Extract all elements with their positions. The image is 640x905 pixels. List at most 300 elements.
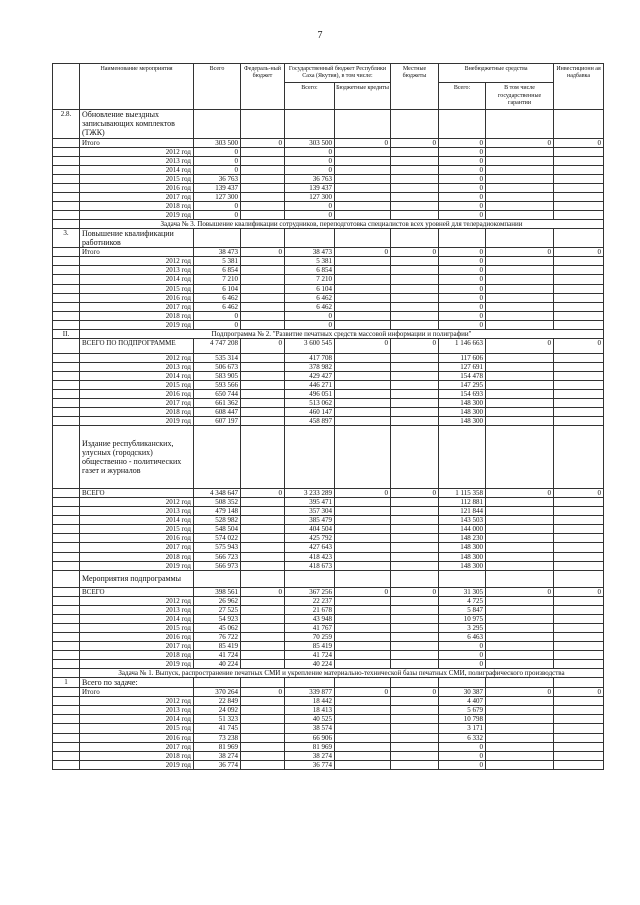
- year-label: 2015 год: [80, 525, 194, 534]
- value-cell: [241, 147, 285, 156]
- value-cell: [486, 715, 554, 724]
- value-cell: [241, 561, 285, 570]
- value-cell: [554, 257, 604, 266]
- value-cell: [486, 210, 554, 219]
- table-row: [53, 248, 604, 257]
- value-cell: 3 295: [439, 623, 486, 632]
- value-cell: 661 362: [194, 399, 241, 408]
- value-cell: [335, 174, 391, 183]
- value-cell: 506 673: [194, 362, 241, 371]
- table-row: [53, 623, 604, 632]
- value-cell: 398 561: [194, 587, 241, 596]
- empty-cell: [486, 570, 554, 587]
- value-cell: 0: [194, 311, 241, 320]
- value-cell: [335, 257, 391, 266]
- value-cell: 5 847: [439, 605, 486, 614]
- value-cell: 40 224: [285, 659, 335, 668]
- table-row: [53, 724, 604, 733]
- value-cell: [554, 192, 604, 201]
- row-number: [53, 320, 80, 329]
- value-cell: 121 844: [439, 507, 486, 516]
- value-cell: [241, 543, 285, 552]
- value-cell: [554, 201, 604, 210]
- value-cell: [554, 659, 604, 668]
- table-row: [53, 417, 604, 426]
- year-label: 2019 год: [80, 659, 194, 668]
- value-cell: 0: [391, 338, 439, 353]
- value-cell: [335, 650, 391, 659]
- value-cell: [486, 257, 554, 266]
- empty-cell: [486, 426, 554, 489]
- row-number: [53, 219, 80, 228]
- value-cell: [554, 516, 604, 525]
- value-cell: [241, 284, 285, 293]
- table-row: [53, 362, 604, 371]
- value-cell: [391, 417, 439, 426]
- value-cell: 4 348 647: [194, 489, 241, 498]
- empty-cell: [439, 570, 486, 587]
- value-cell: 0: [439, 165, 486, 174]
- value-cell: 0: [439, 156, 486, 165]
- value-cell: 0: [285, 320, 335, 329]
- value-cell: 0: [194, 147, 241, 156]
- value-cell: [391, 284, 439, 293]
- value-cell: 417 708: [285, 353, 335, 362]
- row-number: [53, 724, 80, 733]
- value-cell: [241, 210, 285, 219]
- empty-cell: [241, 426, 285, 489]
- table-row: [53, 266, 604, 275]
- value-cell: 38 574: [285, 724, 335, 733]
- value-cell: [486, 371, 554, 380]
- year-label: 2018 год: [80, 311, 194, 320]
- value-cell: 1 146 663: [439, 338, 486, 353]
- row-number: [53, 165, 80, 174]
- empty-cell: [554, 228, 604, 247]
- value-cell: [241, 641, 285, 650]
- value-cell: 0: [554, 248, 604, 257]
- total-label: ВСЕГО: [80, 489, 194, 498]
- value-cell: [554, 525, 604, 534]
- table-row: [53, 688, 604, 697]
- value-cell: [335, 293, 391, 302]
- row-number: [53, 659, 80, 668]
- value-cell: 66 906: [285, 733, 335, 742]
- value-cell: [335, 417, 391, 426]
- year-label: 2019 год: [80, 210, 194, 219]
- value-cell: 144 000: [439, 525, 486, 534]
- value-cell: [335, 552, 391, 561]
- row-number: [53, 623, 80, 632]
- value-cell: 6 463: [439, 632, 486, 641]
- empty-cell: [194, 228, 241, 247]
- value-cell: 583 905: [194, 371, 241, 380]
- value-cell: 147 295: [439, 380, 486, 389]
- value-cell: [554, 174, 604, 183]
- empty-cell: [439, 426, 486, 489]
- row-number: [53, 669, 80, 678]
- year-label: 2013 год: [80, 156, 194, 165]
- row-number: [53, 742, 80, 751]
- value-cell: [554, 399, 604, 408]
- value-cell: 38 274: [285, 751, 335, 760]
- row-number: [53, 587, 80, 596]
- row-number: [53, 561, 80, 570]
- empty-cell: [486, 109, 554, 138]
- value-cell: [241, 320, 285, 329]
- value-cell: [486, 659, 554, 668]
- value-cell: [391, 147, 439, 156]
- value-cell: 85 419: [285, 641, 335, 650]
- value-cell: [486, 183, 554, 192]
- value-cell: 0: [194, 156, 241, 165]
- value-cell: 0: [439, 248, 486, 257]
- value-cell: [335, 733, 391, 742]
- value-cell: 0: [194, 320, 241, 329]
- value-cell: [554, 320, 604, 329]
- value-cell: [391, 561, 439, 570]
- table-row: [53, 659, 604, 668]
- empty-cell: [335, 109, 391, 138]
- value-cell: [554, 543, 604, 552]
- value-cell: [241, 760, 285, 769]
- table-row: [53, 210, 604, 219]
- value-cell: 3 233 289: [285, 489, 335, 498]
- table-row: [53, 380, 604, 389]
- value-cell: 10 798: [439, 715, 486, 724]
- value-cell: [335, 380, 391, 389]
- value-cell: 70 259: [285, 632, 335, 641]
- header-num: [53, 64, 80, 110]
- value-cell: 7 210: [194, 275, 241, 284]
- value-cell: [391, 715, 439, 724]
- value-cell: 6 332: [439, 733, 486, 742]
- value-cell: [391, 534, 439, 543]
- row-number: [53, 570, 80, 587]
- empty-cell: [241, 109, 285, 138]
- value-cell: [391, 275, 439, 284]
- section-title: Задача № 3. Повышение квалификации сотрудников, переподготовка специалистов всех уровней для телерадиокомпании: [80, 219, 604, 228]
- value-cell: [486, 390, 554, 399]
- table-row: [53, 543, 604, 552]
- value-cell: 0: [439, 210, 486, 219]
- value-cell: 0: [554, 489, 604, 498]
- value-cell: 460 147: [285, 408, 335, 417]
- value-cell: 458 897: [285, 417, 335, 426]
- value-cell: 0: [439, 138, 486, 147]
- empty-cell: [194, 570, 241, 587]
- value-cell: 0: [335, 489, 391, 498]
- value-cell: 0: [439, 201, 486, 210]
- value-cell: [554, 210, 604, 219]
- value-cell: 7 210: [285, 275, 335, 284]
- value-cell: [335, 561, 391, 570]
- value-cell: 528 982: [194, 516, 241, 525]
- value-cell: 6 104: [194, 284, 241, 293]
- value-cell: [486, 507, 554, 516]
- value-cell: 0: [241, 587, 285, 596]
- value-cell: 0: [439, 641, 486, 650]
- value-cell: [241, 192, 285, 201]
- value-cell: [554, 614, 604, 623]
- table-row: [53, 498, 604, 507]
- value-cell: 0: [486, 138, 554, 147]
- table-row: [53, 311, 604, 320]
- activity-name: Всего по задаче:: [80, 678, 194, 688]
- value-cell: [335, 742, 391, 751]
- value-cell: 6 462: [285, 302, 335, 311]
- row-number: 3.: [53, 228, 80, 247]
- value-cell: [241, 201, 285, 210]
- value-cell: [391, 257, 439, 266]
- value-cell: 36 763: [194, 174, 241, 183]
- value-cell: [335, 543, 391, 552]
- value-cell: [391, 498, 439, 507]
- value-cell: [391, 659, 439, 668]
- value-cell: 3 171: [439, 724, 486, 733]
- value-cell: 36 774: [285, 760, 335, 769]
- year-label: 2015 год: [80, 284, 194, 293]
- row-number: [53, 507, 80, 516]
- value-cell: [241, 605, 285, 614]
- table-row: [53, 534, 604, 543]
- empty-cell: [285, 570, 335, 587]
- value-cell: 40 525: [285, 715, 335, 724]
- value-cell: [335, 266, 391, 275]
- value-cell: 127 691: [439, 362, 486, 371]
- year-label: 2014 год: [80, 275, 194, 284]
- value-cell: 535 314: [194, 353, 241, 362]
- value-cell: [486, 156, 554, 165]
- row-number: [53, 596, 80, 605]
- row-number: [53, 760, 80, 769]
- header-extra-guarantee: В том числе государственные гарантии: [486, 83, 554, 110]
- value-cell: 148 300: [439, 417, 486, 426]
- year-label: 2019 год: [80, 561, 194, 570]
- activity-name: Повышение квалификации работников: [80, 228, 194, 247]
- value-cell: [554, 353, 604, 362]
- empty-cell: [486, 228, 554, 247]
- year-label: 2016 год: [80, 534, 194, 543]
- value-cell: [554, 733, 604, 742]
- value-cell: 0: [335, 248, 391, 257]
- table-row: [53, 733, 604, 742]
- value-cell: [335, 311, 391, 320]
- value-cell: 385 479: [285, 516, 335, 525]
- value-cell: [391, 596, 439, 605]
- year-label: 2018 год: [80, 751, 194, 760]
- value-cell: [554, 156, 604, 165]
- value-cell: [486, 417, 554, 426]
- table-row: [53, 275, 604, 284]
- value-cell: [241, 311, 285, 320]
- value-cell: 0: [554, 688, 604, 697]
- value-cell: 0: [335, 587, 391, 596]
- value-cell: [486, 165, 554, 174]
- value-cell: [241, 751, 285, 760]
- value-cell: 0: [391, 688, 439, 697]
- value-cell: [554, 632, 604, 641]
- value-cell: [554, 650, 604, 659]
- value-cell: 6 462: [194, 302, 241, 311]
- value-cell: [391, 552, 439, 561]
- total-label: Итого: [80, 138, 194, 147]
- year-label: 2013 год: [80, 507, 194, 516]
- row-number: [53, 353, 80, 362]
- year-label: 2012 год: [80, 498, 194, 507]
- value-cell: 0: [486, 248, 554, 257]
- value-cell: [241, 552, 285, 561]
- year-label: 2019 год: [80, 417, 194, 426]
- value-cell: [391, 614, 439, 623]
- table-row: [53, 138, 604, 147]
- value-cell: [391, 266, 439, 275]
- value-cell: 6 462: [194, 293, 241, 302]
- table-row: [53, 219, 604, 228]
- value-cell: [391, 641, 439, 650]
- value-cell: [391, 742, 439, 751]
- value-cell: [391, 380, 439, 389]
- row-number: [53, 338, 80, 353]
- row-number: [53, 293, 80, 302]
- table-row: [53, 399, 604, 408]
- value-cell: [554, 697, 604, 706]
- value-cell: [241, 371, 285, 380]
- value-cell: 0: [439, 284, 486, 293]
- header-state-total: Всего:: [285, 83, 335, 110]
- value-cell: [241, 353, 285, 362]
- empty-cell: [439, 228, 486, 247]
- value-cell: [335, 641, 391, 650]
- value-cell: [241, 525, 285, 534]
- year-label: 2017 год: [80, 399, 194, 408]
- value-cell: [554, 498, 604, 507]
- row-number: [53, 156, 80, 165]
- value-cell: [554, 605, 604, 614]
- value-cell: [241, 733, 285, 742]
- value-cell: [241, 596, 285, 605]
- value-cell: 0: [391, 489, 439, 498]
- value-cell: 148 300: [439, 561, 486, 570]
- row-number: [53, 362, 80, 371]
- value-cell: 574 022: [194, 534, 241, 543]
- value-cell: [391, 706, 439, 715]
- value-cell: 127 300: [194, 192, 241, 201]
- value-cell: 0: [194, 210, 241, 219]
- table-row: [53, 561, 604, 570]
- year-label: 2013 год: [80, 605, 194, 614]
- row-number: [53, 525, 80, 534]
- row-number: [53, 257, 80, 266]
- year-label: 2012 год: [80, 596, 194, 605]
- value-cell: [554, 362, 604, 371]
- row-number: [53, 715, 80, 724]
- row-number: [53, 192, 80, 201]
- value-cell: 0: [391, 248, 439, 257]
- value-cell: [335, 320, 391, 329]
- value-cell: [554, 390, 604, 399]
- table-row: [53, 751, 604, 760]
- value-cell: 395 471: [285, 498, 335, 507]
- empty-cell: [391, 426, 439, 489]
- table-row: [53, 165, 604, 174]
- value-cell: [391, 390, 439, 399]
- value-cell: [554, 534, 604, 543]
- value-cell: [241, 516, 285, 525]
- value-cell: [486, 650, 554, 659]
- value-cell: [241, 165, 285, 174]
- value-cell: 76 722: [194, 632, 241, 641]
- value-cell: [241, 293, 285, 302]
- year-label: 2015 год: [80, 724, 194, 733]
- value-cell: [335, 302, 391, 311]
- value-cell: [554, 724, 604, 733]
- header-investment: Инвестиционн ая надбавка: [554, 64, 604, 110]
- value-cell: [335, 706, 391, 715]
- value-cell: 0: [285, 147, 335, 156]
- header-name: Наименование мероприятия: [80, 64, 194, 110]
- value-cell: 0: [439, 257, 486, 266]
- value-cell: [486, 192, 554, 201]
- value-cell: [486, 408, 554, 417]
- row-number: [53, 605, 80, 614]
- value-cell: [335, 284, 391, 293]
- value-cell: [335, 724, 391, 733]
- value-cell: 378 982: [285, 362, 335, 371]
- table-row: [53, 587, 604, 596]
- value-cell: [486, 399, 554, 408]
- table-row: [53, 156, 604, 165]
- table-row: [53, 669, 604, 678]
- value-cell: 154 693: [439, 390, 486, 399]
- value-cell: 36 763: [285, 174, 335, 183]
- value-cell: 41 724: [194, 650, 241, 659]
- value-cell: [391, 751, 439, 760]
- value-cell: 0: [241, 248, 285, 257]
- value-cell: [241, 408, 285, 417]
- value-cell: [335, 390, 391, 399]
- year-label: 2012 год: [80, 257, 194, 266]
- value-cell: [241, 697, 285, 706]
- empty-cell: [194, 426, 241, 489]
- value-cell: [554, 266, 604, 275]
- year-label: 2018 год: [80, 201, 194, 210]
- value-cell: [486, 525, 554, 534]
- table-row: [53, 257, 604, 266]
- empty-cell: [241, 570, 285, 587]
- value-cell: 0: [554, 138, 604, 147]
- table-row: [53, 320, 604, 329]
- table-row: [53, 183, 604, 192]
- value-cell: [241, 632, 285, 641]
- table-row: [53, 284, 604, 293]
- value-cell: [241, 623, 285, 632]
- empty-cell: [554, 678, 604, 688]
- header-row: [53, 64, 604, 83]
- year-label: 2014 год: [80, 715, 194, 724]
- value-cell: 38 473: [194, 248, 241, 257]
- value-cell: 608 447: [194, 408, 241, 417]
- value-cell: 0: [285, 311, 335, 320]
- value-cell: 4 747 208: [194, 338, 241, 353]
- row-number: [53, 697, 80, 706]
- value-cell: [554, 311, 604, 320]
- value-cell: 513 062: [285, 399, 335, 408]
- value-cell: [486, 623, 554, 632]
- table-row: [53, 329, 604, 338]
- value-cell: 0: [439, 293, 486, 302]
- value-cell: 154 478: [439, 371, 486, 380]
